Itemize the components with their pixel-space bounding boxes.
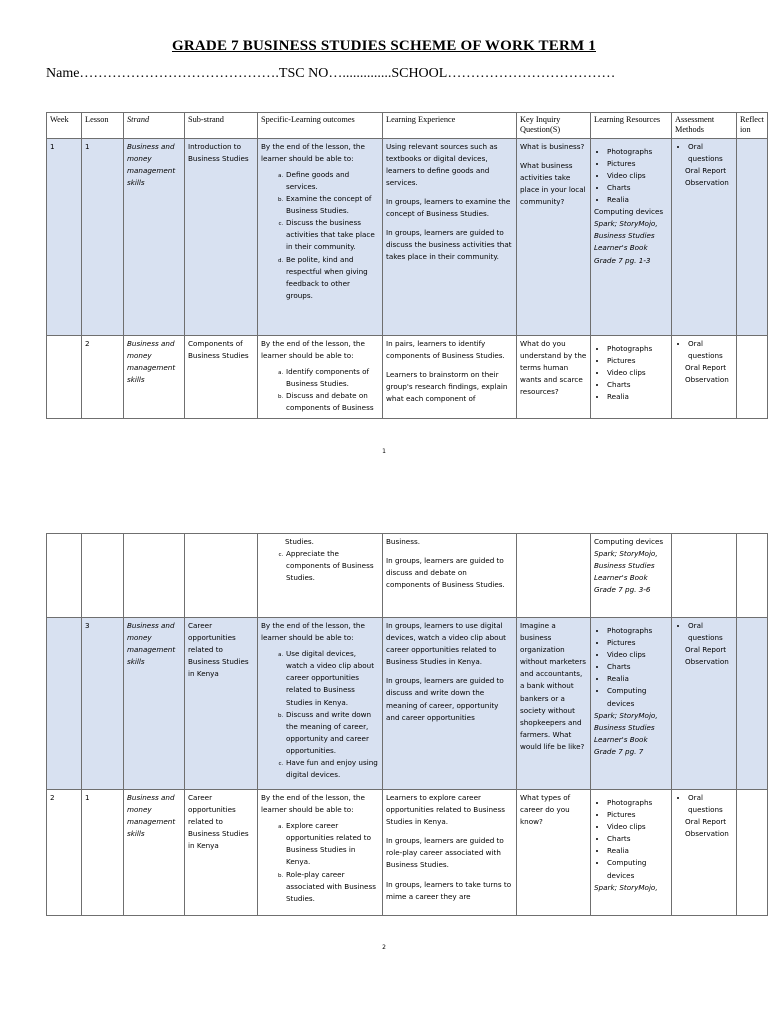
inquiry-cell <box>517 138 591 335</box>
experience-paragraph: In groups, learners are guided to discuss and write down the meaning of career, opportunity and career opportunities <box>386 676 504 722</box>
header-assessment: Assessment Methods <box>672 113 737 139</box>
reflection-cell <box>737 534 768 618</box>
strand-cell: Business and money management skills <box>124 618 185 790</box>
resources-cell <box>591 534 672 618</box>
experience-paragraph: Using relevant sources such as textbooks or digital devices, learners to define goods and services. <box>386 141 498 187</box>
resource-item: • Computing devices <box>607 857 668 881</box>
header-inquiry: Key Inquiry Question(S) <box>517 113 591 139</box>
substrand-cell: Career opportunities related to Business Studies in Kenya <box>185 790 258 916</box>
assessment-item: Oral Report <box>685 645 727 655</box>
resource-reference: Spark; StoryMojo, Business Studies Learner's Book Grade 7 pg. 1-3 <box>594 219 658 265</box>
outcomes-cell <box>258 335 383 418</box>
substrand-cell <box>185 534 258 618</box>
assessment-cell <box>672 138 737 335</box>
header-lesson: Lesson <box>82 113 124 139</box>
resource-item: • Video clips <box>607 821 668 833</box>
outcomes-cell <box>258 534 383 618</box>
inquiry-cell <box>517 335 591 418</box>
header-week: Week <box>47 113 82 139</box>
resource-item: • Charts <box>607 833 668 845</box>
experience-paragraph: In groups, learners are guided to discuss and debate on components of Business Studies. <box>386 556 505 590</box>
outcome-item-continued: Studies. <box>285 537 314 546</box>
assessment-item: • Oral questions <box>688 792 733 816</box>
week-cell: 1 <box>47 138 82 335</box>
experience-cell <box>383 534 517 618</box>
resources-cell <box>591 335 672 418</box>
assessment-item: • Oral questions <box>688 141 733 165</box>
strand-cell <box>124 534 185 618</box>
table-row <box>47 138 768 335</box>
outcomes-intro: By the end of the lesson, the learner should be able to: <box>261 793 365 815</box>
header-outcomes: Specific-Learning outcomes <box>258 113 383 139</box>
lesson-cell: 1 <box>82 790 124 916</box>
resource-item: • Charts <box>607 379 668 391</box>
outcome-item: d. Be polite, kind and respectful when giving feedback to other groups. <box>285 254 379 302</box>
resource-item: • Computing devices <box>607 685 668 709</box>
inquiry-question: What is business? <box>520 141 585 151</box>
reflection-cell <box>737 335 768 418</box>
week-cell <box>47 534 82 618</box>
resource-extra: Computing devices <box>594 537 664 546</box>
document-title: GRADE 7 BUSINESS STUDIES SCHEME OF WORK TERM 1 <box>171 38 596 54</box>
inquiry-cell <box>517 534 591 618</box>
resource-reference: Spark; StoryMojo, Business Studies Learner's Book Grade 7 pg. 3-6 <box>594 549 658 595</box>
resource-reference: Spark; StoryMojo, Business Studies Learner's Book Grade 7 pg. 7 <box>594 710 658 756</box>
outcome-item: b. Role-play career associated with Business Studies. <box>285 869 379 905</box>
resource-item: • Realia <box>607 673 668 685</box>
assessment-item: Oral Report <box>685 165 727 175</box>
experience-cell <box>383 138 517 335</box>
experience-paragraph: In groups, learners to use digital devices, watch a video clip about career opportunities related to Business Studies in Kenya. <box>386 621 506 667</box>
outcomes-cell <box>258 618 383 790</box>
assessment-item: Observation <box>685 375 729 384</box>
resource-item: • Video clips <box>607 367 668 379</box>
resource-reference: Spark; StoryMojo, <box>594 882 658 892</box>
outcome-item: b. Discuss and debate on components of Business <box>285 390 379 414</box>
outcomes-cell <box>258 790 383 916</box>
header-strand: Strand <box>124 113 185 139</box>
inquiry-question: What business activities take place in your local community? <box>520 160 586 207</box>
experience-cell <box>383 618 517 790</box>
assessment-item: • Oral questions <box>688 620 733 644</box>
resource-item: • Pictures <box>607 809 668 821</box>
table-row <box>47 618 768 790</box>
experience-paragraph: Learners to brainstorm on their group's research findings, explain what each component of <box>386 369 508 404</box>
substrand-cell: Components of Business Studies <box>185 335 258 418</box>
lesson-cell: 2 <box>82 335 124 418</box>
experience-paragraph: In groups, learners are guided to discuss the business activities that takes place in their community. <box>386 228 512 262</box>
lesson-cell <box>82 534 124 618</box>
outcomes-cell <box>258 138 383 335</box>
outcome-item: b. Examine the concept of Business Studies. <box>285 193 379 217</box>
outcome-item: a. Define goods and services. <box>285 169 379 193</box>
outcomes-intro: By the end of the lesson, the learner should be able to: <box>261 141 365 163</box>
experience-paragraph: In groups, learners to take turns to mime a career they are <box>386 879 512 901</box>
assessment-item: Oral Report <box>685 362 727 372</box>
resources-cell <box>591 618 672 790</box>
experience-cell <box>383 335 517 418</box>
resource-item: • Charts <box>607 182 668 194</box>
inquiry-question: What do you understand by the terms human wants and scarce resources? <box>520 338 587 397</box>
lesson-cell: 1 <box>82 138 124 335</box>
experience-cell <box>383 790 517 916</box>
table-row <box>47 335 768 418</box>
assessment-item: Observation <box>685 829 729 839</box>
inquiry-question: Imagine a business organization without marketers and accountants, a bank without bankers or a society without shopkeepers and farmers. What would life be like? <box>520 621 586 751</box>
header-reflection: Reflection <box>737 113 768 139</box>
resource-item: • Pictures <box>607 158 668 170</box>
resource-item: • Video clips <box>607 649 668 661</box>
experience-paragraph: In groups, learners are guided to role-play career associated with Business Studies. <box>386 836 504 870</box>
outcome-item: a. Use digital devices, watch a video clip about career opportunities related to Business Studies in Kenya. <box>285 648 379 708</box>
name-tsc-school-line: Name…………………………………….TSC NO…..............SCHOOL……………………………… <box>46 66 616 81</box>
outcome-item: c. Appreciate the components of Business Studies. <box>285 548 379 584</box>
assessment-item: Observation <box>685 657 729 667</box>
resource-item: • Pictures <box>607 355 668 367</box>
resource-item: • Photographs <box>607 343 668 355</box>
page-number-1: 1 <box>382 448 386 455</box>
substrand-cell: Introduction to Business Studies <box>185 138 258 335</box>
outcome-item: c. Discuss the business activities that take place in their community. <box>285 217 379 253</box>
assessment-cell <box>672 790 737 916</box>
reflection-cell <box>737 138 768 335</box>
outcome-item: a. Identify components of Business Studies. <box>285 366 379 390</box>
strand-cell: Business and money management skills <box>124 790 185 916</box>
outcome-item: b. Discuss and write down the meaning of career, opportunity and career opportunities. <box>285 709 379 757</box>
experience-paragraph: In pairs, learners to identify components of Business Studies. <box>386 338 505 360</box>
inquiry-question: What types of career do you know? <box>520 793 571 827</box>
assessment-cell <box>672 534 737 618</box>
table-row <box>47 790 768 916</box>
week-cell <box>47 335 82 418</box>
experience-paragraph: In groups, learners to examine the concept of Business Studies. <box>386 197 511 219</box>
scheme-table-page-1 <box>46 112 767 419</box>
resource-item: • Video clips <box>607 170 668 182</box>
resource-item: • Realia <box>607 194 668 206</box>
experience-paragraph: Learners to explore career opportunities related to Business Studies in Kenya. <box>386 793 505 827</box>
resource-item: • Charts <box>607 661 668 673</box>
resource-item: • Photographs <box>607 146 668 158</box>
outcome-item: c. Have fun and enjoy using digital devices. <box>285 757 379 781</box>
header-resources: Learning Resources <box>591 113 672 139</box>
outcomes-intro: By the end of the lesson, the learner should be able to: <box>261 621 365 643</box>
inquiry-cell <box>517 790 591 916</box>
header-substrand: Sub-strand <box>185 113 258 139</box>
assessment-cell <box>672 618 737 790</box>
header-experience: Learning Experience <box>383 113 517 139</box>
lesson-cell: 3 <box>82 618 124 790</box>
assessment-item: • Oral questions <box>688 338 733 362</box>
assessment-item: Oral Report <box>685 817 727 827</box>
inquiry-cell <box>517 618 591 790</box>
outcomes-intro: By the end of the lesson, the learner should be able to: <box>261 338 365 360</box>
outcome-item: a. Explore career opportunities related to Business Studies in Kenya. <box>285 820 379 868</box>
resource-item: • Photographs <box>607 625 668 637</box>
resource-item: • Realia <box>607 391 668 403</box>
table-row-continued <box>47 534 768 618</box>
assessment-item: Observation <box>685 178 729 187</box>
substrand-cell: Career opportunities related to Business Studies in Kenya <box>185 618 258 790</box>
assessment-cell <box>672 335 737 418</box>
resource-item: • Pictures <box>607 637 668 649</box>
reflection-cell <box>737 790 768 916</box>
week-cell <box>47 618 82 790</box>
resources-cell <box>591 138 672 335</box>
strand-cell: Business and money management skills <box>124 335 185 418</box>
resource-extra: Computing devices <box>594 207 664 217</box>
reflection-cell <box>737 618 768 790</box>
experience-paragraph: Business. <box>386 537 420 546</box>
strand-cell: Business and money management skills <box>124 138 185 335</box>
scheme-table-page-2 <box>46 533 767 916</box>
week-cell: 2 <box>47 790 82 916</box>
resources-cell <box>591 790 672 916</box>
resource-item: • Realia <box>607 845 668 857</box>
page-number-2: 2 <box>382 944 386 951</box>
resource-item: • Photographs <box>607 797 668 809</box>
